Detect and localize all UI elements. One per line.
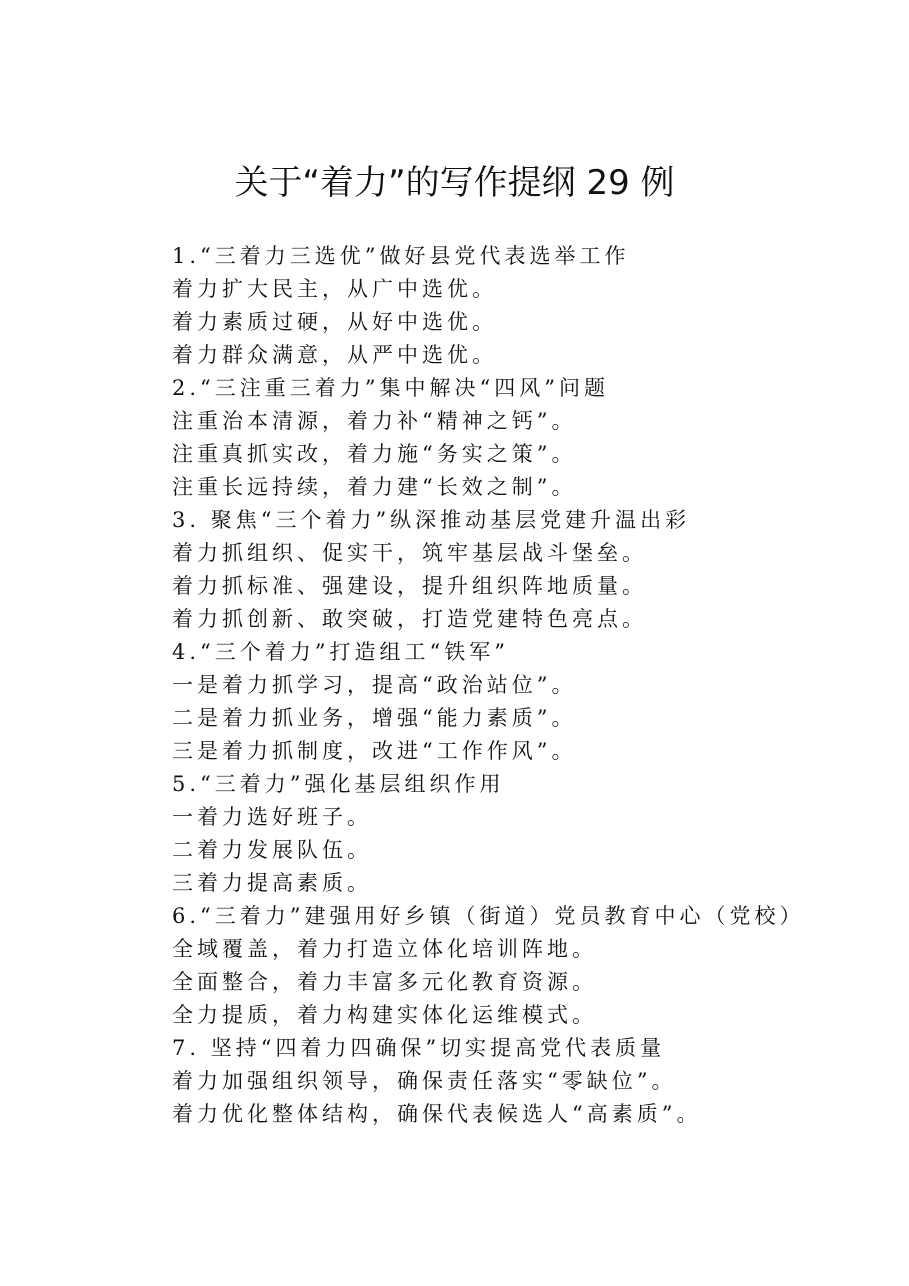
section-heading: 4.“三个着力”打造组工“铁军” (172, 640, 509, 664)
section-heading: 1.“三着力三选优”做好县党代表选举工作 (172, 244, 630, 268)
list-item: 三是着力抓制度，改进“工作作风”。 (172, 739, 577, 763)
list-item: 着力扩大民主，从广中选优。 (172, 277, 497, 301)
list-item: 注重治本清源，着力补“精神之钙”。 (172, 409, 577, 433)
list-item: 着力抓标准、强建设，提升组织阵地质量。 (172, 574, 647, 598)
list-item: 注重真抓实改，着力施“务实之策”。 (172, 442, 577, 466)
list-item: 着力优化整体结构，确保代表候选人“高素质”。 (172, 1102, 702, 1126)
list-item: 一着力选好班子。 (172, 805, 372, 829)
section-heading: 7. 坚持“四着力四确保”切实提高党代表质量 (172, 1036, 666, 1060)
list-item: 着力抓组织、促实干，筑牢基层战斗堡垒。 (172, 541, 647, 565)
section-heading: 6.“三着力”建强用好乡镇（街道）党员教育中心（党校） (172, 904, 805, 928)
list-item: 着力加强组织领导，确保责任落实“零缺位”。 (172, 1069, 677, 1093)
list-item: 全域覆盖，着力打造立体化培训阵地。 (172, 937, 597, 961)
list-item: 注重长远持续，着力建“长效之制”。 (172, 475, 577, 499)
list-item: 二着力发展队伍。 (172, 838, 372, 862)
list-item: 三着力提高素质。 (172, 871, 372, 895)
section-heading: 5.“三着力”强化基层组织作用 (172, 772, 505, 796)
section-heading: 2.“三注重三着力”集中解决“四风”问题 (172, 376, 609, 400)
list-item: 全力提质，着力构建实体化运维模式。 (172, 1003, 597, 1027)
section-heading: 3. 聚焦“三个着力”纵深推动基层党建升温出彩 (172, 508, 691, 532)
list-item: 一是着力抓学习，提高“政治站位”。 (172, 673, 577, 697)
list-item: 着力群众满意，从严中选优。 (172, 343, 497, 367)
document-body (172, 240, 852, 1131)
document-title: 关于“着力”的写作提纲 29 例 (234, 163, 675, 203)
list-item: 二是着力抓业务，增强“能力素质”。 (172, 706, 577, 730)
list-item: 着力抓创新、敢突破，打造党建特色亮点。 (172, 607, 647, 631)
list-item: 着力素质过硬，从好中选优。 (172, 310, 497, 334)
list-item: 全面整合，着力丰富多元化教育资源。 (172, 970, 597, 994)
